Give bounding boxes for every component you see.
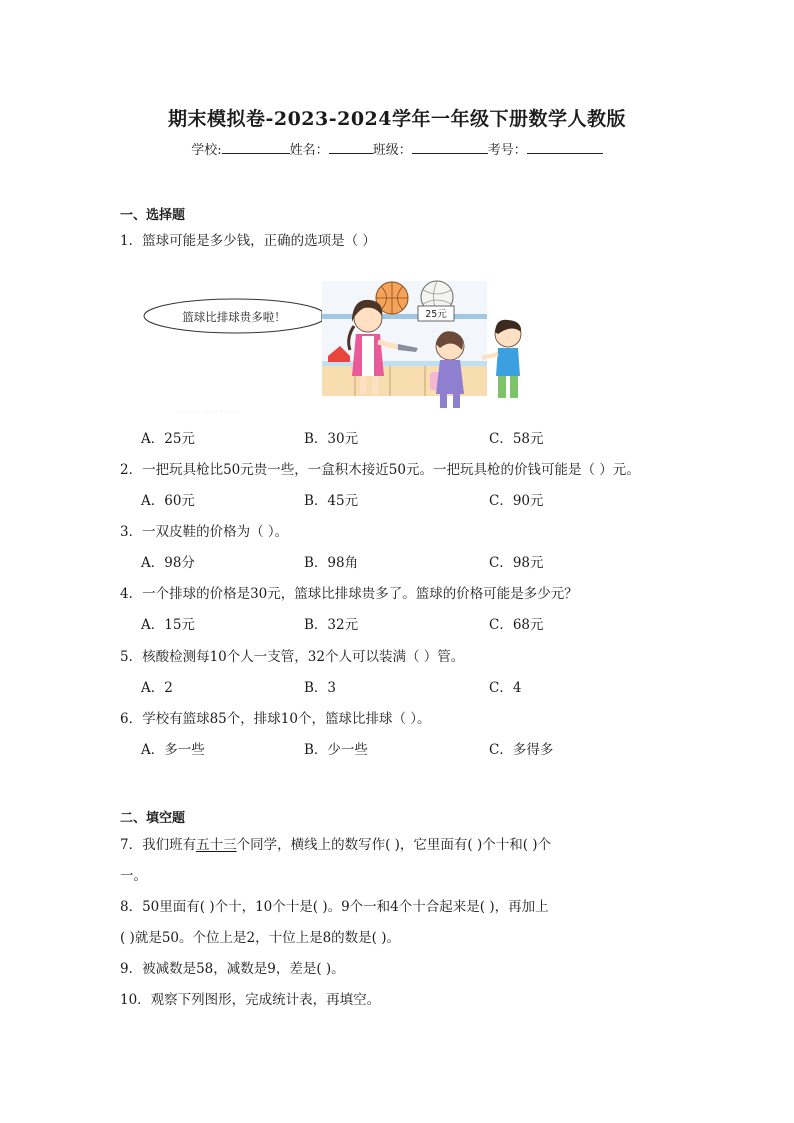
name-label: 姓名： <box>289 143 329 158</box>
q2-option-b[interactable]: B．45元 <box>304 493 359 509</box>
q6-option-a[interactable]: A．多一些 <box>141 742 205 758</box>
class-blank <box>412 139 488 154</box>
section-heading-choice: 一、选择题 <box>120 208 186 223</box>
student-info-line <box>0 139 794 158</box>
question-8-line-2: ( )就是50。个位上是2，十位上是8的数是( )。 <box>120 930 401 946</box>
q3-option-b[interactable]: B．98角 <box>304 555 359 571</box>
svg-text:· · · · · · · · · · · · ·: · · · · · · · · · · · · · <box>180 408 236 416</box>
class-label: 班级： <box>372 143 412 158</box>
shopping-illustration <box>140 276 540 422</box>
q3-option-c[interactable]: C．98元 <box>489 555 544 571</box>
question-4-stem: 4．一个排球的价格是30元，篮球比排球贵多了。篮球的价格可能是多少元？ <box>120 586 578 602</box>
question-7-line <box>120 833 551 853</box>
name-blank <box>329 139 373 154</box>
q6-option-c[interactable]: C．多得多 <box>489 742 554 758</box>
school-blank <box>222 139 290 154</box>
q7-underlined-number: 五十三 <box>196 837 237 853</box>
price-tag-text: 25元 <box>425 309 447 320</box>
boy-figure <box>482 320 521 398</box>
question-6-stem: 6．学校有篮球85个，排球10个，篮球比排球（ ）。 <box>120 711 431 727</box>
q1-option-b[interactable]: B．30元 <box>304 431 359 447</box>
number-label: 考号： <box>487 143 527 158</box>
q5-option-a[interactable]: A．2 <box>141 680 173 696</box>
q3-option-a[interactable]: A．98分 <box>141 555 195 571</box>
q2-option-c[interactable]: C．90元 <box>489 493 544 509</box>
speech-text: 篮球比排球贵多啦！ <box>182 310 286 324</box>
page-title: 期末模拟卷-2023-2024学年一年级下册数学人教版 <box>167 108 627 130</box>
q4-option-c[interactable]: C．68元 <box>489 617 544 633</box>
question-8-line-1: 8．50里面有( )个十，10个十是( )。9个一和4个十合起来是( )，再加上 <box>120 899 549 915</box>
question-3-stem: 3．一双皮鞋的价格为（ ）。 <box>120 524 289 540</box>
number-blank <box>527 139 603 154</box>
q4-option-b[interactable]: B．32元 <box>304 617 359 633</box>
question-7-continued: 一。 <box>120 868 147 884</box>
question-9: 9．被减数是58，减数是9，差是( )。 <box>120 961 345 977</box>
q1-option-a[interactable]: A．25元 <box>141 431 195 447</box>
school-label: 学校: <box>191 143 222 158</box>
q6-option-b[interactable]: B．少一些 <box>304 742 368 758</box>
q2-option-a[interactable]: A．60元 <box>141 493 195 509</box>
q7-pre: 7．我们班有 <box>120 837 197 853</box>
q5-option-c[interactable]: C．4 <box>489 680 522 696</box>
q7-post: 个同学，横线上的数写作( )，它里面有( )个十和( )个 <box>236 837 552 853</box>
question-10: 10．观察下列图形，完成统计表，再填空。 <box>120 992 381 1008</box>
section-heading-fill: 二、填空题 <box>120 811 186 826</box>
q5-option-b[interactable]: B．3 <box>304 680 337 696</box>
question-2-stem: 2．一把玩具枪比50元贵一些，一盒积木接近50元。一把玩具枪的价钱可能是（ ）元。 <box>120 462 640 478</box>
q1-option-c[interactable]: C．58元 <box>489 431 544 447</box>
q4-option-a[interactable]: A．15元 <box>141 617 195 633</box>
question-5-stem: 5．核酸检测每10个人一支管，32个人可以装满（ ）管。 <box>120 649 465 665</box>
question-1-stem: 1．篮球可能是多少钱，正确的选项是（ ） <box>120 233 376 249</box>
